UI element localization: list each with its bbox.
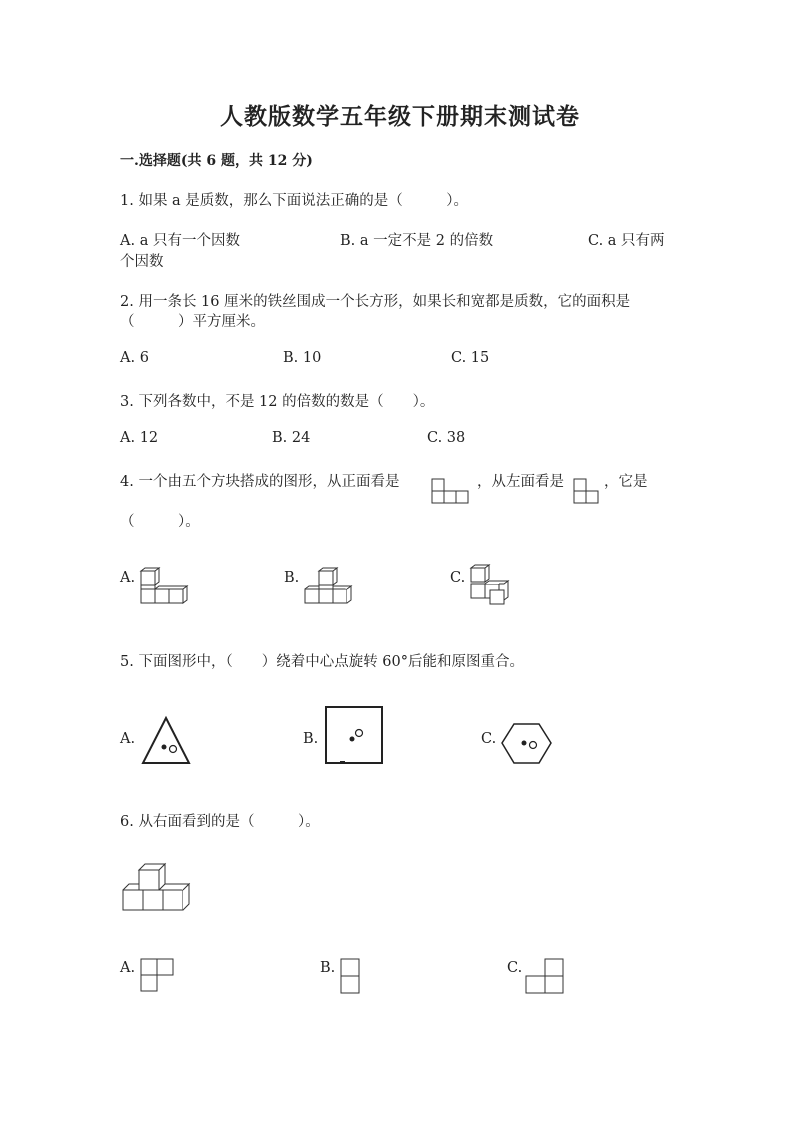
- view-b-figure: [340, 958, 360, 994]
- page-title: 人教版数学五年级下册期末测试卷: [220, 103, 580, 130]
- solid-figure: [120, 862, 190, 914]
- question-3-option-a: A. 12: [120, 430, 159, 446]
- section-heading: 一.选择题(共 6 题，共 12 分): [120, 153, 313, 169]
- question-4-option-b: B.: [284, 570, 300, 586]
- question-2-stem-line2: （ ）平方厘米。: [120, 314, 265, 330]
- triangle-figure: [142, 716, 192, 766]
- question-4-stem-part1: 4. 一个由五个方块搭成的图形，从正面看是: [120, 474, 400, 490]
- question-2-option-b: B. 10: [283, 350, 322, 366]
- view-a-figure: [140, 958, 174, 992]
- question-5-option-c: C.: [481, 731, 497, 747]
- question-4-option-a: A.: [120, 570, 136, 586]
- question-1-option-c: C. a 只有两: [588, 233, 665, 249]
- square-figure: [325, 706, 385, 766]
- question-3-option-b: B. 24: [272, 430, 311, 446]
- question-4-stem-part3: ，它是: [604, 474, 648, 490]
- question-2-option-a: A. 6: [120, 350, 149, 366]
- question-5-stem: 5. 下面图形中，（ ）绕着中心点旋转 60°后能和原图重合。: [120, 654, 525, 670]
- question-1-stem: 1. 如果 a 是质数，那么下面说法正确的是（ ）。: [120, 193, 469, 209]
- cube-stack-a-figure: [138, 568, 188, 608]
- question-2-stem-line1: 2. 用一条长 16 厘米的铁丝围成一个长方形，如果长和宽都是质数，它的面积是: [120, 294, 631, 310]
- question-4-stem-line2: （ ）。: [120, 514, 200, 530]
- view-c-figure: [525, 958, 565, 994]
- left-view-figure: [573, 478, 601, 504]
- cube-stack-c-figure: [468, 564, 518, 610]
- question-6-option-c: C.: [507, 960, 523, 976]
- question-6-stem: 6. 从右面看到的是（ ）。: [120, 814, 320, 830]
- hexagon-figure: [501, 723, 553, 765]
- question-3-option-c: C. 38: [427, 430, 466, 446]
- question-4-stem-part2: ，从左面看是: [477, 474, 564, 490]
- question-5-option-b: B.: [303, 731, 319, 747]
- question-6-option-b: B.: [320, 960, 336, 976]
- question-1-option-c-continued: 个因数: [120, 254, 164, 270]
- question-1-option-b: B. a 一定不是 2 的倍数: [340, 233, 494, 249]
- question-4-option-c: C.: [450, 570, 466, 586]
- question-1-option-a: A. a 只有一个因数: [120, 233, 240, 249]
- front-view-figure: [431, 478, 471, 504]
- question-3-stem: 3. 下列各数中，不是 12 的倍数的数是（ ）。: [120, 394, 435, 410]
- cube-stack-b-figure: [302, 568, 352, 608]
- question-5-option-a: A.: [120, 731, 136, 747]
- question-6-option-a: A.: [120, 960, 136, 976]
- question-2-option-c: C. 15: [451, 350, 490, 366]
